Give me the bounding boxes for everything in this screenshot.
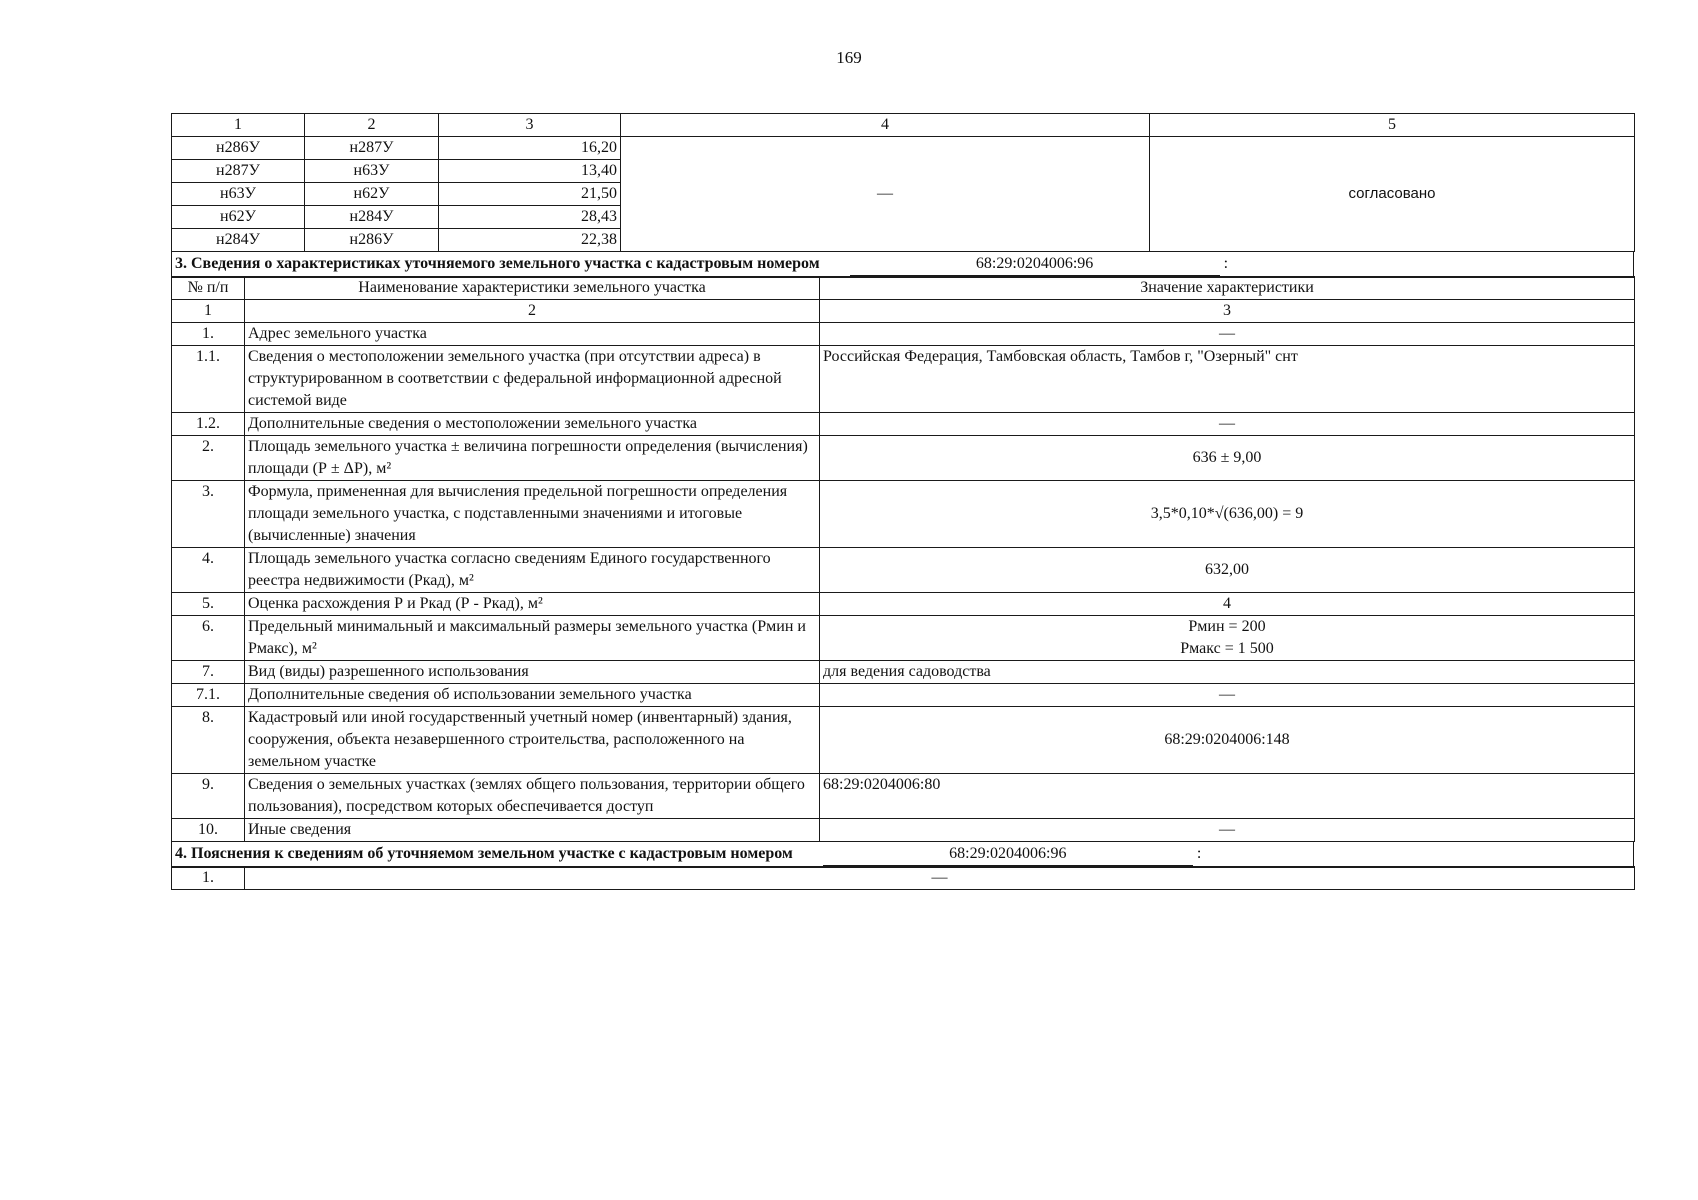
point-from: н63У: [172, 183, 305, 206]
section4-title: 4. Пояснения к сведениям об уточняемом земельном участке с кадастровым номером: [175, 844, 793, 862]
characteristic-value: 632,00: [820, 548, 1635, 593]
characteristic-name: Иные сведения: [245, 819, 820, 842]
characteristic-value: Российская Федерация, Тамбовская область, Тамбов г, "Озерный" снт: [820, 346, 1635, 413]
characteristic-name: Вид (виды) разрешенного использования: [245, 661, 820, 684]
table-row: [172, 481, 1635, 548]
row-number: 1.1.: [172, 346, 245, 413]
row-number: 5.: [172, 593, 245, 616]
characteristic-value: для ведения садоводства: [820, 661, 1635, 684]
segment-length: 16,20: [439, 137, 621, 160]
header-name: Наименование характеристики земельного участка: [245, 277, 820, 300]
characteristics-header-row: [172, 277, 1635, 300]
notes-table: [171, 866, 1635, 890]
row-number: 4.: [172, 548, 245, 593]
characteristic-value: —: [820, 323, 1635, 346]
table-row: [172, 436, 1635, 481]
row-number: 1.: [172, 867, 245, 890]
col4-value: —: [621, 137, 1150, 252]
table-row: [172, 548, 1635, 593]
characteristic-value: 3,5*0,10*√(636,00) = 9: [820, 481, 1635, 548]
table-row: [172, 323, 1635, 346]
characteristic-name: Площадь земельного участка согласно сведениям Единого государственного реестра недвижимости (Ркад), м²: [245, 548, 820, 593]
section3-tail: :: [1223, 254, 1229, 272]
column-number: 2: [245, 300, 820, 323]
point-from: н286У: [172, 137, 305, 160]
document-sheet: [171, 113, 1634, 890]
table-row: [172, 413, 1635, 436]
section3-title: 3. Сведения о характеристиках уточняемого земельного участка с кадастровым номером: [175, 254, 820, 272]
table-row: [172, 346, 1635, 413]
table-row: [172, 616, 1635, 661]
segment-length: 21,50: [439, 183, 621, 206]
table-row: [172, 593, 1635, 616]
section4-cadastral-number: 68:29:0204006:96: [823, 843, 1193, 866]
agreement-status: согласовано: [1150, 137, 1635, 252]
row-number: 1.: [172, 323, 245, 346]
characteristic-name: Дополнительные сведения о местоположении земельного участка: [245, 413, 820, 436]
page-number: 169: [836, 48, 862, 67]
characteristic-name: Кадастровый или иной государственный учетный номер (инвентарный) здания, сооружения, объекта незавершенного строительства, расположенного на земельном участке: [245, 707, 820, 774]
row-number: 8.: [172, 707, 245, 774]
row-number: 2.: [172, 436, 245, 481]
col-header-4: 4: [621, 114, 1150, 137]
characteristic-value: —: [820, 684, 1635, 707]
characteristic-value: 4: [820, 593, 1635, 616]
segment-length: 22,38: [439, 229, 621, 252]
segment-length: 13,40: [439, 160, 621, 183]
point-from: н62У: [172, 206, 305, 229]
col-header-2: 2: [305, 114, 439, 137]
point-to: н286У: [305, 229, 439, 252]
row-number: 7.1.: [172, 684, 245, 707]
point-to: н287У: [305, 137, 439, 160]
note-value: —: [245, 867, 1635, 890]
section4-title-table: [171, 841, 1634, 868]
section4-tail: :: [1196, 844, 1202, 862]
column-number: 3: [820, 300, 1635, 323]
column-number-row: [172, 300, 1635, 323]
min-size-value: Рмин = 200: [1188, 618, 1266, 635]
section3-title-cell: [172, 251, 1634, 277]
table-row: [172, 661, 1635, 684]
header-value: Значение характеристики: [820, 277, 1635, 300]
section3-cadastral-number: 68:29:0204006:96: [850, 253, 1220, 276]
characteristic-value: —: [820, 413, 1635, 436]
row-number: 3.: [172, 481, 245, 548]
table-row: [172, 774, 1635, 819]
point-from: н284У: [172, 229, 305, 252]
point-to: н63У: [305, 160, 439, 183]
characteristic-name: Формула, примененная для вычисления предельной погрешности определения площади земельного участка, с подставленными значениями и итоговые (вычисленные) значения: [245, 481, 820, 548]
point-to: н62У: [305, 183, 439, 206]
characteristic-value: 68:29:0204006:80: [820, 774, 1635, 819]
characteristic-name: Оценка расхождения Р и Ркад (Р - Ркад), м²: [245, 593, 820, 616]
col-header-5: 5: [1150, 114, 1635, 137]
characteristic-value: 68:29:0204006:148: [820, 707, 1635, 774]
characteristic-value: —: [820, 819, 1635, 842]
characteristic-name: Площадь земельного участка ± величина погрешности определения (вычисления) площади (Р ± ΔР), м²: [245, 436, 820, 481]
point-to: н284У: [305, 206, 439, 229]
borders-header-row: [172, 114, 1635, 137]
characteristic-value: 636 ± 9,00: [820, 436, 1635, 481]
table-row: [172, 867, 1635, 890]
max-size-value: Рмакс = 1 500: [1180, 640, 1274, 657]
row-number: 6.: [172, 616, 245, 661]
table-row: [172, 137, 1635, 160]
table-row: [172, 707, 1635, 774]
table-row: [172, 684, 1635, 707]
col-header-3: 3: [439, 114, 621, 137]
column-number: 1: [172, 300, 245, 323]
table-row: [172, 819, 1635, 842]
characteristic-value: [820, 616, 1635, 661]
row-number: 7.: [172, 661, 245, 684]
header-num: № п/п: [172, 277, 245, 300]
row-number: 10.: [172, 819, 245, 842]
point-from: н287У: [172, 160, 305, 183]
characteristic-name: Предельный минимальный и максимальный размеры земельного участка (Рмин и Рмакс), м²: [245, 616, 820, 661]
characteristic-name: Дополнительные сведения об использовании земельного участка: [245, 684, 820, 707]
borders-table: [171, 113, 1635, 252]
row-number: 9.: [172, 774, 245, 819]
characteristic-name: Адрес земельного участка: [245, 323, 820, 346]
segment-length: 28,43: [439, 206, 621, 229]
characteristic-name: Сведения о земельных участках (землях общего пользования, территории общего пользования), посредством которых обеспечивается доступ: [245, 774, 820, 819]
section4-title-cell: [172, 841, 1634, 867]
row-number: 1.2.: [172, 413, 245, 436]
characteristic-name: Сведения о местоположении земельного участка (при отсутствии адреса) в структурированном в соответствии с федеральной информационной адресной системой виде: [245, 346, 820, 413]
col-header-1: 1: [172, 114, 305, 137]
characteristics-table: [171, 276, 1635, 842]
section3-title-table: [171, 251, 1634, 278]
